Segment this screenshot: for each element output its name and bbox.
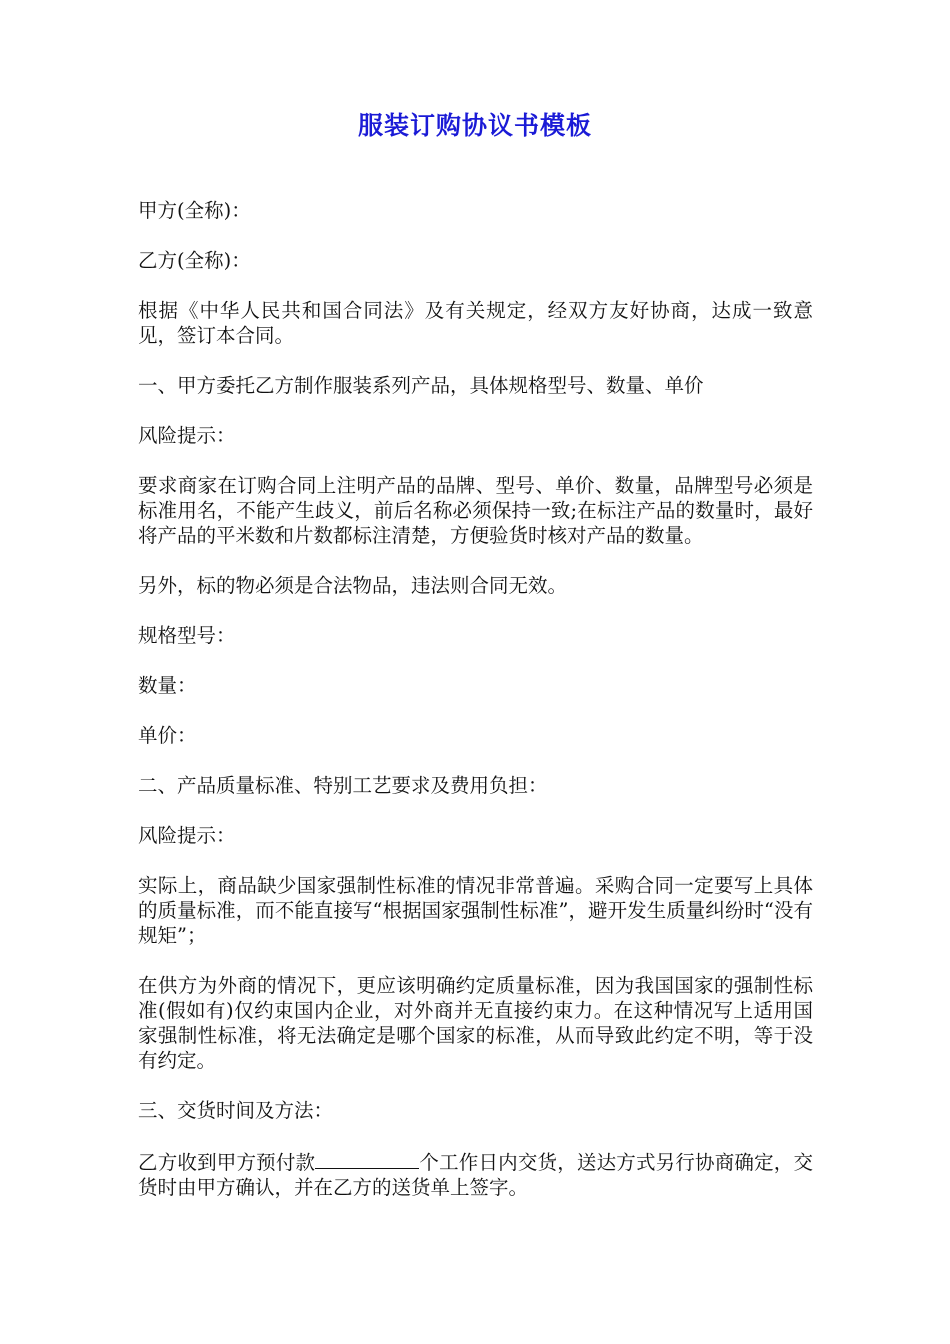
risk-note-label: 风险提示： bbox=[138, 424, 236, 447]
party-b-line: 乙方(全称)： bbox=[138, 249, 251, 272]
risk-note-paragraph: 要求商家在订购合同上注明产品的品牌、型号、单价、数量，品牌型号必须是标准用名，不能产生歧义，前后名称必须保持一致;在标注产品的数量时，最好将产品的平米数和片数都标注清楚，方便验货时核对产品的数量。 bbox=[138, 474, 813, 547]
risk-note-label: 风险提示： bbox=[138, 824, 236, 847]
document-title: 服装订购协议书模板 bbox=[357, 111, 592, 140]
party-a-line: 甲方(全称)： bbox=[138, 199, 251, 222]
document-body bbox=[138, 198, 813, 1225]
days-blank-field bbox=[315, 1148, 419, 1169]
section-1-heading: 一、甲方委托乙方制作服装系列产品，具体规格型号、数量、单价 bbox=[138, 374, 704, 397]
quantity-line: 数量： bbox=[138, 674, 197, 697]
section-2-heading: 二、产品质量标准、特别工艺要求及费用负担： bbox=[138, 774, 548, 797]
foreign-supplier-paragraph: 在供方为外商的情况下，更应该明确约定质量标准，因为我国国家的强制性标准(假如有)仅约束国内企业，对外商并无直接约束力。在这种情况写上适用国家强制性标准，将无法确定是哪个国家的标准，从而导致此约定不明，等于没有约定。 bbox=[138, 974, 813, 1072]
spec-model-line: 规格型号： bbox=[138, 624, 236, 647]
delivery-text-before: 乙方收到甲方预付款 bbox=[138, 1151, 316, 1174]
preamble-paragraph: 根据《中华人民共和国合同法》及有关规定，经双方友好协商，达成一致意见，签订本合同。 bbox=[138, 299, 813, 347]
section-3-heading: 三、交货时间及方法： bbox=[138, 1099, 334, 1122]
unit-price-line: 单价： bbox=[138, 724, 197, 747]
quality-standard-paragraph: 实际上，商品缺少国家强制性标准的情况非常普遍。采购合同一定要写上具体的质量标准，而不能直接写“根据国家强制性标准”，避开发生质量纠纷时“没有规矩”； bbox=[138, 874, 813, 947]
delivery-paragraph bbox=[138, 1148, 813, 1200]
delivery-text-after: 个工作日内交货，送达方式另行协商确定，交货时由甲方确认，并在乙方的送货单上签字。 bbox=[138, 1151, 813, 1199]
legality-paragraph: 另外，标的物必须是合法物品，违法则合同无效。 bbox=[138, 574, 568, 597]
